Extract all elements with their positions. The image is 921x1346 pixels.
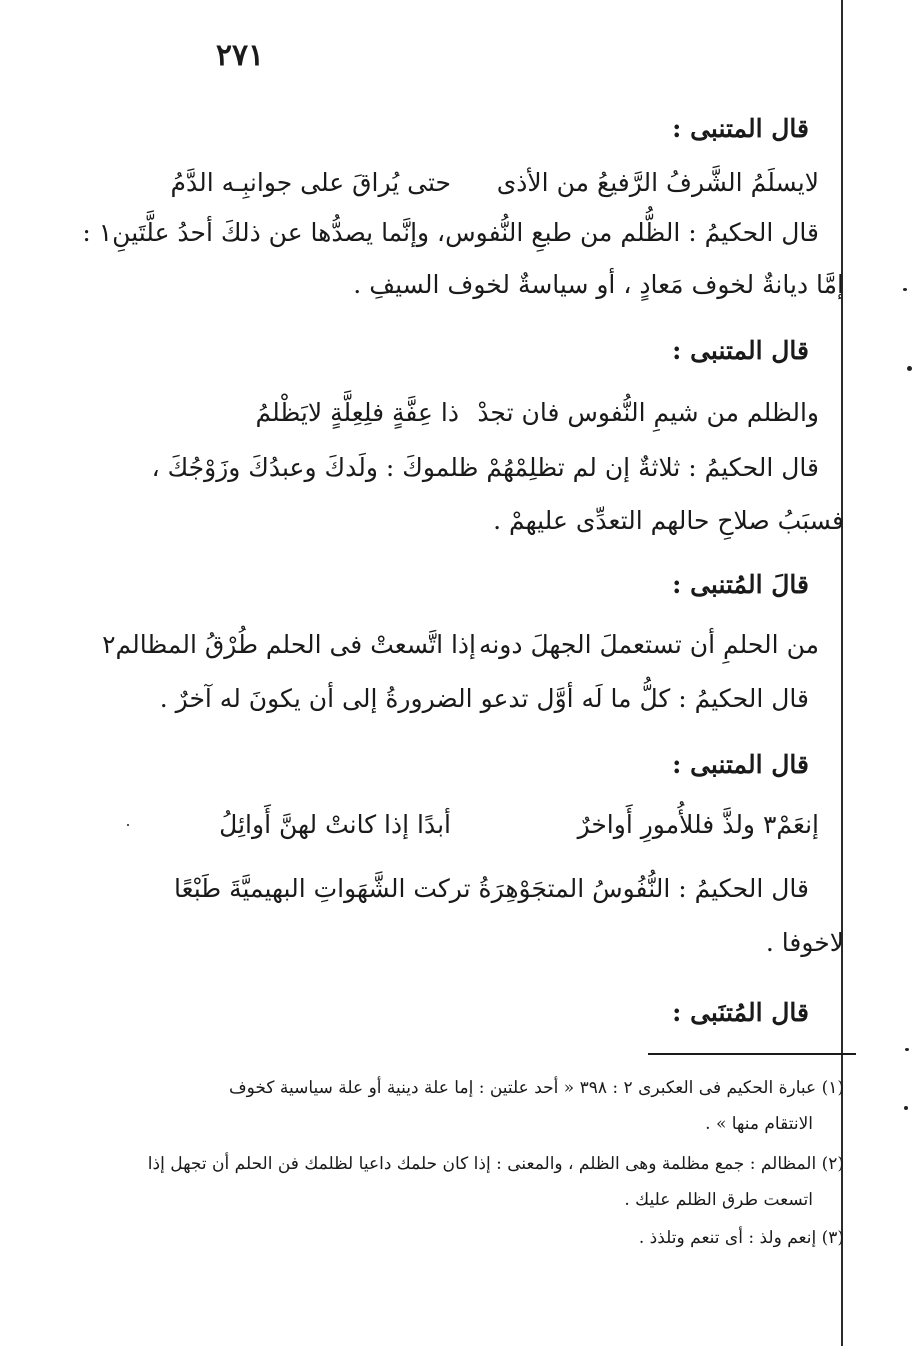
prose-line: فسبَبُ صلاحِ حالهم التعدِّى عليهمْ .: [493, 506, 844, 535]
section-heading: قال المتنبى :: [672, 750, 809, 779]
page-number: ٢٧١: [215, 38, 265, 73]
prose-line: إمَّا ديانةٌ لخوف مَعادٍ ، أو سياسةٌ لخوف السيفِ .: [353, 270, 844, 299]
footnote-1-continuation: الانتقام منها » .: [705, 1114, 813, 1134]
footnote-2: (٢) المظالم : جمع مظلمة وهى الظلم ، والمعنى : إذا كان حلمك داعيا لظلمك فن الحلم أن تجهل إذا: [147, 1154, 844, 1174]
section-heading: قالَ المُتنبى :: [672, 570, 809, 599]
prose-line: لاخوفا .: [765, 928, 844, 957]
scan-speck: [907, 366, 912, 371]
scan-speck: [905, 1048, 909, 1051]
verse-second-hemistich: أبدًا إذا كانتْ لهنَّ أَوائِلُ: [219, 810, 451, 839]
prose-line: قال الحكيمُ : الظُّلم من طبعِ النُّفوس، وإنَّما يصدُّها عن ذلكَ أحدُ علَّتَينِ١ :: [82, 218, 819, 247]
page-binding-edge: [841, 0, 843, 1346]
scan-speck: [903, 288, 907, 291]
footnote-separator: [648, 1053, 856, 1055]
footnote-2-continuation: اتسعت طرق الظلم عليك .: [624, 1190, 813, 1210]
scan-speck: [127, 824, 129, 826]
verse-second-hemistich: ذا عِفَّةٍ فلِعِلَّةٍ لايَظْلمُ: [255, 398, 459, 427]
verse-first-hemistich: والظلم من شيمِ النُّفوس فان تجدْ: [477, 398, 819, 427]
verse-second-hemistich: إذا اتَّسعتْ فى الحلم طُرْقُ المظالم٢: [102, 630, 476, 659]
verse-first-hemistich: من الحلمِ أن تستعملَ الجهلَ دونه: [478, 630, 819, 659]
verse-second-hemistich: حتى يُراقَ على جوانبِـه الدَّمُ: [170, 168, 451, 197]
section-heading: قال المتنبى :: [672, 114, 809, 143]
prose-line: قال الحكيمُ : النُّفُوسُ المتجَوْهِرَةُ تركت الشَّهَواتِ البهيميَّةَ طَبْعًا: [174, 874, 809, 903]
prose-line: قال الحكيمُ : كلُّ ما لَه أوَّل تدعو الضرورةُ إلى أن يكونَ له آخرٌ .: [159, 684, 809, 713]
footnote-3: (٣) إنعم ولذ : أى تنعم وتلذذ .: [638, 1228, 844, 1248]
scan-speck: [904, 1106, 908, 1110]
section-heading: قال المتنبى :: [672, 336, 809, 365]
verse-first-hemistich: لايسلَمُ الشَّرفُ الرَّفيعُ من الأذى: [496, 168, 819, 197]
prose-line: قال الحكيمُ : ثلاثةٌ إن لم تظلِمْهُمْ ظلموكَ : ولَدكَ وعبدُكَ وزَوْجُكَ ،: [151, 453, 819, 482]
verse-first-hemistich: إنعَمْ٣ ولذَّ فللأُمورِ أَواخرٌ: [577, 810, 819, 839]
footnote-1: (١) عبارة الحكيم فى العكبرى ٢ : ٣٩٨ « أحد علتين : إما علة دينية أو علة سياسية كخوف: [228, 1078, 844, 1098]
section-heading: قال المُتنَبى :: [672, 998, 809, 1027]
